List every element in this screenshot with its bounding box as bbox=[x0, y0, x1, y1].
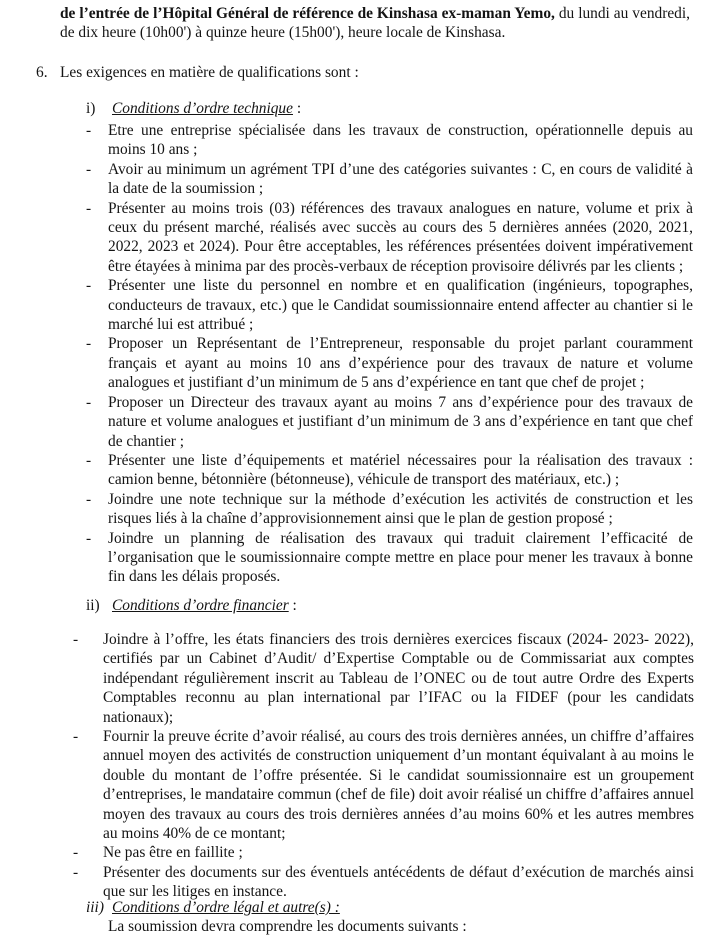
list-item bbox=[86, 490, 693, 529]
list-bullet: - bbox=[86, 335, 92, 353]
list-bullet: - bbox=[73, 728, 79, 746]
list-item-text: Présenter une liste du personnel en nombre et en qualification (ingénieurs, topographes, conducteurs de travaux, etc.) que le Candidat soumissionnaire entend affecter au chantier si le marché lui est attribué ; bbox=[108, 277, 693, 334]
list-item bbox=[86, 199, 693, 277]
list-item bbox=[86, 393, 693, 451]
list-bullet: - bbox=[73, 631, 79, 648]
heading-suffix: : bbox=[292, 100, 302, 117]
heading-number: iii) bbox=[86, 899, 104, 916]
legal-conditions-heading bbox=[86, 898, 340, 917]
list-bullet: - bbox=[86, 160, 92, 178]
list-bullet: - bbox=[73, 844, 79, 862]
list-item-text: Proposer un Représentant de l’Entrepreneur, responsable du projet parlant couramment français et ayant au moins 10 ans d’expérience pour des travaux de nature et volume analogues et justifiant d’un minimum de 5 ans d’expérience en tant que chef de projet ; bbox=[108, 335, 693, 392]
list-item bbox=[73, 863, 694, 902]
list-bullet: - bbox=[73, 863, 79, 881]
list-item-text: Fournir la preuve écrite d’avoir réalisé, au cours des trois dernières années, un chiffre d’affaires annuel moyen des activités de construction uniquement d’un montant équivalant à au moins le double du montant de l’offre présentée. Si le candidat soumissionnaire est un groupement d’entreprises, le mandataire commun (chef de file) doit avoir réalisé un chiffre d’affaires annuel moyen des travaux au cours des trois dernières années d’au moins 60% et les autres membres au moins 40% de ce montant; bbox=[103, 728, 694, 843]
list-item-text: Présenter des documents sur des éventuels antécédents de défaut d’exécution de marchés ainsi que sur les litiges en instance. bbox=[103, 863, 694, 901]
legal-conditions-intro: La soumission devra comprendre les documents suivants : bbox=[108, 918, 467, 935]
list-item bbox=[86, 451, 693, 490]
list-item-text: Ne pas être en faillite ; bbox=[103, 844, 243, 862]
list-item-text: Etre une entreprise spécialisée dans les travaux de construction, opérationnelle depuis au moins 10 ans ; bbox=[108, 122, 693, 159]
list-item bbox=[73, 630, 694, 727]
list-item-text: Avoir au minimum un agrément TPI d’une des catégories suivantes : C, en cours de validité à la date de la soumission ; bbox=[108, 160, 693, 198]
heading-number: i) bbox=[86, 100, 96, 117]
section-title: Les exigences en matière de qualifications sont : bbox=[60, 64, 359, 81]
intro-paragraph bbox=[60, 4, 690, 43]
intro-text: du lundi au vendredi, de dix heure (10h00') à quinze heure (15h00'), heure locale de Kinshasa. bbox=[60, 5, 690, 42]
technical-conditions-heading bbox=[86, 99, 301, 118]
list-item bbox=[86, 276, 693, 334]
list-item bbox=[86, 160, 693, 199]
technical-conditions-list bbox=[86, 121, 693, 587]
list-bullet: - bbox=[86, 451, 92, 469]
list-item-text: Proposer un Directeur des travaux ayant au moins 7 ans d’expérience pour des travaux de nature et volume analogues et justifiant d’un minimum de 3 ans d’expérience en tant que chef de chantier ; bbox=[108, 393, 693, 450]
list-item bbox=[86, 334, 693, 392]
list-item-text: Joindre une note technique sur la méthode d’exécution les activités de construction et les risques liés à la chaîne d’approvisionnement ainsi que le plan de gestion proposé ; bbox=[108, 490, 693, 528]
heading-title: Conditions d’ordre légal et autre(s) : bbox=[112, 899, 340, 916]
list-item bbox=[73, 843, 694, 862]
list-item-text: Présenter une liste d’équipements et matériel nécessaires pour la réalisation des travaux : camion benne, bétonnière (bétonneuse), véhicule de transport des matériaux, etc.) ; bbox=[108, 451, 693, 489]
heading-title: Conditions d’ordre technique bbox=[112, 100, 293, 117]
financial-conditions-list bbox=[73, 630, 694, 902]
financial-conditions-heading bbox=[86, 596, 297, 615]
list-bullet: - bbox=[86, 277, 92, 295]
list-item-text: Joindre à l’offre, les états financiers des trois dernières exercices fiscaux (2024- 2023- 2022), certifiés par un Cabinet d’Audit/ d’Expertise Comptable ou de Commissariat aux comptes indépendant régulièrement inscrit au Tableau de l’ONEC ou de tout autre Ordre des Experts Comptables reconnu au plan international par l’IFAC ou la FIDEF (pour les candidats nationaux); bbox=[103, 631, 694, 726]
heading-title: Conditions d’ordre financier bbox=[112, 597, 289, 614]
intro-bold-text: de l’entrée de l’Hôpital Général de référence de Kinshasa ex-maman Yemo, bbox=[60, 5, 555, 22]
list-item-text: Joindre un planning de réalisation des travaux qui traduit clairement l’efficacité de l’organisation que le soumissionnaire compte mettre en place pour mener les travaux à bonne fin dans les délais proposés. bbox=[108, 529, 693, 586]
list-bullet: - bbox=[86, 122, 92, 139]
list-bullet: - bbox=[86, 529, 92, 547]
list-bullet: - bbox=[86, 490, 92, 508]
heading-number: ii) bbox=[86, 597, 100, 614]
list-bullet: - bbox=[86, 199, 92, 217]
list-item bbox=[86, 121, 693, 160]
list-item-text: Présenter au moins trois (03) références des travaux analogues en nature, volume et prix à ceux du présent marché, réalisés avec succès au cours des 5 dernières années (2020, 2021, 2022, 2023 et 2024). Pour être acceptables, les références présentées doivent impérativement être étayées à minima par des procès-verbaux de réception provisoire délivrés par les clients ; bbox=[108, 199, 693, 275]
list-item bbox=[73, 727, 694, 843]
list-item bbox=[86, 529, 693, 587]
heading-suffix: : bbox=[288, 597, 297, 614]
section-number: 6. bbox=[36, 64, 48, 81]
list-bullet: - bbox=[86, 393, 92, 411]
